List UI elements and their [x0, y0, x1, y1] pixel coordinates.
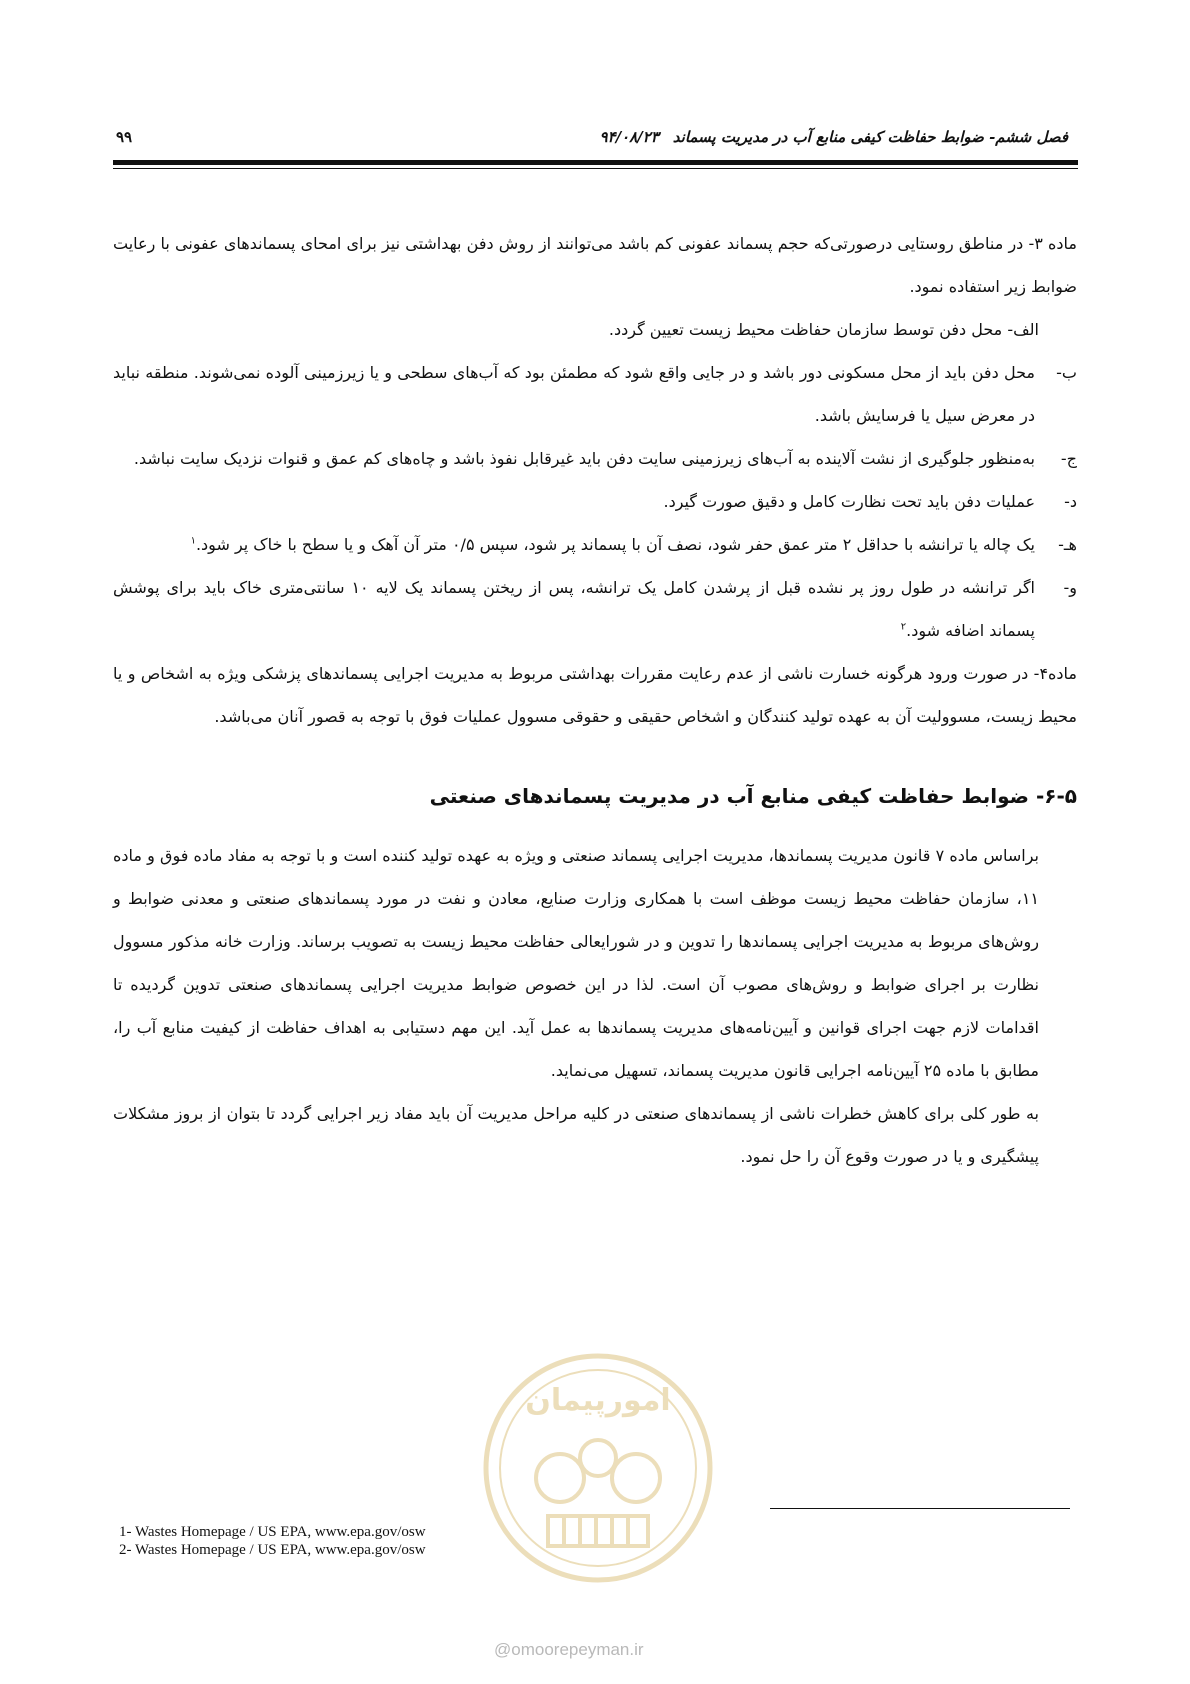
list-item	[113, 523, 1077, 566]
list-marker: ب-	[1056, 363, 1077, 382]
list-item	[113, 480, 1077, 523]
list-item-text: اگر ترانشه در طول روز پر نشده قبل از پرشدن کامل یک ترانشه، پس از ریختن پسماند یک لایه ۱۰ سانتی‌متری خاک باید برای پوشش پسماند اضافه شود.$^۲$	[113, 578, 1036, 640]
page-number: ۹۹	[116, 128, 133, 146]
header-date: ۹۴/۰۸/۲۳	[599, 128, 659, 146]
list-marker: و-	[1063, 578, 1077, 597]
footnote-rule	[770, 1508, 1070, 1509]
list-item-text: به‌منظور جلوگیری از نشت آلاینده به آب‌های زیرزمینی سایت دفن باید غیرقابل نفوذ باشد و چاه‌های کم عمق و قنوات نزدیک سایت نباشد.	[133, 449, 1035, 468]
watermark-logo-text: امورپیمان	[525, 1383, 671, 1418]
list-item: الف- محل دفن توسط سازمان حفاظت محیط زیست تعیین گردد.	[608, 320, 1039, 339]
list-item-text: محل دفن باید از محل مسکونی دور باشد و در جایی واقع شود که مطمئن بود که آب‌های سطحی و یا زیرزمینی آلوده نمی‌شوند. منطقه نباید در معرض سیل یا فرسایش باشد.	[113, 363, 1035, 425]
list-marker: هـ-	[1058, 535, 1077, 554]
chapter-title: فصل ششم- ضوابط حفاظت کیفی منابع آب در مدیریت پسماند	[672, 128, 1068, 146]
footnote: 2- Wastes Homepage / US EPA, www.epa.gov/osw	[119, 1542, 426, 1558]
list-item	[113, 351, 1077, 437]
section-heading: ۶-۵- ضوابط حفاظت کیفی منابع آب در مدیریت پسماندهای صنعتی	[429, 784, 1077, 808]
list-item	[113, 437, 1077, 480]
section-paragraph: براساس ماده ۷ قانون مدیریت پسماندها، مدیریت اجرایی پسماند صنعتی و ویژه به عهده تولید کننده است و با توجه به مفاد ماده فوق و ماده ۱۱، سازمان حفاظت محیط زیست موظف است با همکاری وزارت صنایع، معادن و نفت در مورد پسماندهای صنعتی و معدنی ضوابط و روش‌های مربوط به مدیریت اجرایی پسماندها را تدوین و در شورایعالی حفاظت محیط زیست به تصویب برساند. وزارت خانه مذکور مسوول نظارت بر اجرای ضوابط و روش‌های مصوب آن است. لذا در این خصوص ضوابط مدیریت اجرایی پسماندهای صنعتی تدوین گردیده تا اقدامات لازم جهت اجرای قوانین و آیین‌نامه‌های مدیریت پسماندها به عمل آید. این مهم دستیابی به اهداف حفاظت از کیفیت منابع آب را، مطابق با ماده ۲۵ آیین‌نامه اجرایی قانون مدیریت پسماند، تسهیل می‌نماید.	[113, 846, 1039, 1080]
running-header	[368, 128, 1068, 146]
list-item	[113, 566, 1077, 652]
list-marker: د-	[1064, 492, 1077, 511]
article3-intro: ماده ۳- در مناطق روستایی درصورتی‌که حجم پسماند عفونی کم باشد می‌توانند از روش دفن بهداشتی نیز برای امحای پسماندهای عفونی با رعایت ضوابط زیر استفاده نمود.	[113, 234, 1077, 296]
footnote-ref: ۱	[190, 535, 196, 547]
list-item-text: عملیات دفن باید تحت نظارت کامل و دقیق صورت گیرد.	[663, 492, 1035, 511]
footnote-ref: ۲	[900, 621, 907, 633]
body-text	[113, 222, 1077, 1178]
list-marker: ج-	[1060, 449, 1077, 468]
watermark-seal-icon	[478, 1318, 718, 1618]
section-paragraph: به طور کلی برای کاهش خطرات ناشی از پسماندهای صنعتی در کلیه مراحل مدیریت آن باید مفاد زیر اجرایی گردد تا بتوان از بروز مشکلات پیشگیری و یا در صورت وقوع آن را حل نمود.	[113, 1104, 1039, 1166]
list-item-text: یک چاله یا ترانشه با حداقل ۲ متر عمق حفر شود، نصف آن با پسماند پر شود، سپس ۰/۵ متر آن آهک و یا سطح با خاک پر شود.$^۱$	[190, 535, 1035, 554]
watermark-url: @omoorepeyman.ir	[494, 1640, 644, 1659]
footnote: 1- Wastes Homepage / US EPA, www.epa.gov/osw	[119, 1524, 426, 1540]
header-rule	[113, 160, 1078, 165]
header-rule-thin	[113, 168, 1078, 169]
article4: ماده۴- در صورت ورود هرگونه خسارت ناشی از عدم رعایت مقررات بهداشتی مربوط به مدیریت اجرایی پسماندهای پزشکی ویژه به اشخاص و یا محیط زیست، مسوولیت آن به عهده تولید کنندگان و اشخاص حقیقی و حقوقی مسوول عملیات فوق با توجه به قصور آنان می‌باشد.	[113, 664, 1077, 726]
footnotes	[119, 1523, 426, 1559]
